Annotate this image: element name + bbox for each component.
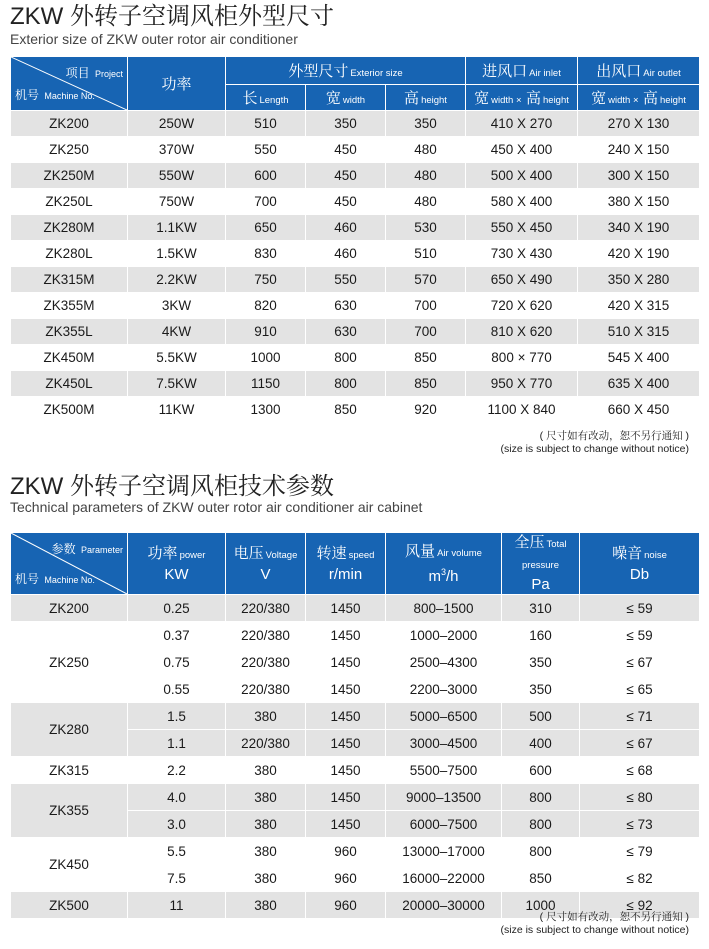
table-row xyxy=(11,215,700,241)
height-cell: 700 xyxy=(386,319,466,345)
table-row xyxy=(11,397,700,423)
speed-cell: 1450 xyxy=(306,676,386,703)
speed-cell: 1450 xyxy=(306,811,386,838)
table-row xyxy=(11,757,700,784)
pressure-cell: 350 xyxy=(502,676,580,703)
air-cell: 9000–13500 xyxy=(386,784,502,811)
table-row xyxy=(11,371,700,397)
model-cell: ZK315M xyxy=(11,267,128,293)
width-cell: 850 xyxy=(306,397,386,423)
model-cell: ZK355L xyxy=(11,319,128,345)
model-cell: ZK250L xyxy=(11,189,128,215)
speed-cell: 960 xyxy=(306,838,386,865)
voltage-cell: 380 xyxy=(226,865,306,892)
table-row xyxy=(11,319,700,345)
power-cell: 1.5 xyxy=(128,703,226,730)
model-cell: ZK250M xyxy=(11,163,128,189)
power-cell: 0.25 xyxy=(128,595,226,622)
parameter-header: 参数 Parameter xyxy=(51,542,123,556)
machine-no-header: 机号 Machine No. xyxy=(15,88,95,102)
model-cell: ZK450 xyxy=(11,838,128,892)
voltage-cell: 380 xyxy=(226,757,306,784)
model-cell: ZK450M xyxy=(11,345,128,371)
air-cell: 800–1500 xyxy=(386,595,502,622)
exterior-size-header: 外型尺寸 Exterior size xyxy=(226,57,466,85)
noise-cell: ≤ 65 xyxy=(580,676,700,703)
air-inlet-header: 进风口 Air inlet xyxy=(466,57,578,85)
power-cell: 250W xyxy=(128,111,226,137)
power-cell: 7.5KW xyxy=(128,371,226,397)
power-cell: 3KW xyxy=(128,293,226,319)
section1-subtitle: Exterior size of ZKW outer rotor air conditioner xyxy=(10,31,298,47)
section2-title: ZKW 外转子空调风柜技术参数 xyxy=(10,473,334,500)
diagonal-header-cell xyxy=(11,533,128,595)
outlet-cell: 300 X 150 xyxy=(578,163,700,189)
air-cell: 16000–22000 xyxy=(386,865,502,892)
length-cell: 1150 xyxy=(226,371,306,397)
speed-cell: 1450 xyxy=(306,757,386,784)
exterior-size-table xyxy=(10,56,700,423)
model-cell: ZK280L xyxy=(11,241,128,267)
inlet-cell: 810 X 620 xyxy=(466,319,578,345)
width-cell: 450 xyxy=(306,137,386,163)
air-cell: 3000–4500 xyxy=(386,730,502,757)
height-cell: 920 xyxy=(386,397,466,423)
voltage-cell: 380 xyxy=(226,838,306,865)
length-cell: 910 xyxy=(226,319,306,345)
power-cell: 1.1KW xyxy=(128,215,226,241)
table-row xyxy=(11,595,700,622)
width-cell: 800 xyxy=(306,345,386,371)
air-outlet-header: 出风口 Air outlet xyxy=(578,57,700,85)
power-cell: 3.0 xyxy=(128,811,226,838)
power-cell: 11KW xyxy=(128,397,226,423)
voltage-cell: 380 xyxy=(226,784,306,811)
inlet-cell: 580 X 400 xyxy=(466,189,578,215)
noise-cell: ≤ 82 xyxy=(580,865,700,892)
height-header: 高 height xyxy=(386,85,466,111)
inlet-cell: 950 X 770 xyxy=(466,371,578,397)
table-row xyxy=(11,137,700,163)
width-cell: 630 xyxy=(306,293,386,319)
section1-title: ZKW 外转子空调风柜外型尺寸 xyxy=(10,3,334,30)
height-cell: 480 xyxy=(386,189,466,215)
noise-cell: ≤ 80 xyxy=(580,784,700,811)
pressure-cell: 350 xyxy=(502,649,580,676)
power-cell: 0.75 xyxy=(128,649,226,676)
voltage-cell: 380 xyxy=(226,811,306,838)
speed-cell: 1450 xyxy=(306,649,386,676)
length-cell: 700 xyxy=(226,189,306,215)
model-cell: ZK355M xyxy=(11,293,128,319)
noise-cell: ≤ 67 xyxy=(580,649,700,676)
diagonal-header-cell xyxy=(11,57,128,111)
height-cell: 530 xyxy=(386,215,466,241)
height-cell: 350 xyxy=(386,111,466,137)
model-cell: ZK500M xyxy=(11,397,128,423)
table-row xyxy=(11,838,700,865)
height-cell: 850 xyxy=(386,371,466,397)
table-row xyxy=(11,163,700,189)
height-cell: 480 xyxy=(386,137,466,163)
power-header: 功率 power KW xyxy=(128,533,226,595)
noise-cell: ≤ 71 xyxy=(580,703,700,730)
speed-cell: 960 xyxy=(306,892,386,919)
length-cell: 1300 xyxy=(226,397,306,423)
technical-parameters-table xyxy=(10,532,700,919)
pressure-cell: 160 xyxy=(502,622,580,649)
pressure-cell: 800 xyxy=(502,784,580,811)
power-cell: 5.5 xyxy=(128,838,226,865)
pressure-cell: 850 xyxy=(502,865,580,892)
table-row xyxy=(11,703,700,730)
pressure-cell: 400 xyxy=(502,730,580,757)
power-cell: 1.1 xyxy=(128,730,226,757)
voltage-header: 电压 Voltage V xyxy=(226,533,306,595)
power-cell: 2.2KW xyxy=(128,267,226,293)
pressure-cell: 1000 xyxy=(502,892,580,919)
model-cell: ZK250 xyxy=(11,137,128,163)
voltage-cell: 220/380 xyxy=(226,730,306,757)
outlet-cell: 510 X 315 xyxy=(578,319,700,345)
width-cell: 550 xyxy=(306,267,386,293)
voltage-cell: 220/380 xyxy=(226,595,306,622)
power-cell: 370W xyxy=(128,137,226,163)
height-cell: 570 xyxy=(386,267,466,293)
model-cell: ZK450L xyxy=(11,371,128,397)
air-cell: 6000–7500 xyxy=(386,811,502,838)
pressure-cell: 600 xyxy=(502,757,580,784)
height-cell: 700 xyxy=(386,293,466,319)
height-cell: 480 xyxy=(386,163,466,189)
noise-cell: ≤ 59 xyxy=(580,622,700,649)
project-header: 项目 Project xyxy=(65,66,123,80)
inlet-cell: 410 X 270 xyxy=(466,111,578,137)
air-cell: 20000–30000 xyxy=(386,892,502,919)
section2-note: ( 尺寸如有改动，恕不另行通知 ) (size is subject to change without notice) xyxy=(500,911,689,936)
speed-cell: 1450 xyxy=(306,595,386,622)
noise-cell: ≤ 92 xyxy=(580,892,700,919)
power-cell: 7.5 xyxy=(128,865,226,892)
width-cell: 460 xyxy=(306,241,386,267)
length-cell: 650 xyxy=(226,215,306,241)
pressure-cell: 310 xyxy=(502,595,580,622)
outlet-cell: 545 X 400 xyxy=(578,345,700,371)
width-cell: 450 xyxy=(306,189,386,215)
speed-cell: 1450 xyxy=(306,730,386,757)
length-cell: 550 xyxy=(226,137,306,163)
length-cell: 1000 xyxy=(226,345,306,371)
outlet-cell: 420 X 190 xyxy=(578,241,700,267)
length-cell: 820 xyxy=(226,293,306,319)
model-cell: ZK280 xyxy=(11,703,128,757)
model-cell: ZK280M xyxy=(11,215,128,241)
speed-header: 转速 speed r/min xyxy=(306,533,386,595)
length-cell: 750 xyxy=(226,267,306,293)
table-row xyxy=(11,267,700,293)
speed-cell: 1450 xyxy=(306,784,386,811)
air-cell: 5500–7500 xyxy=(386,757,502,784)
outlet-cell: 420 X 315 xyxy=(578,293,700,319)
air-cell: 5000–6500 xyxy=(386,703,502,730)
noise-cell: ≤ 73 xyxy=(580,811,700,838)
inlet-cell: 730 X 430 xyxy=(466,241,578,267)
table-row xyxy=(11,111,700,137)
inlet-cell: 720 X 620 xyxy=(466,293,578,319)
table-row xyxy=(11,622,700,649)
table-row xyxy=(11,784,700,811)
outlet-cell: 660 X 450 xyxy=(578,397,700,423)
voltage-cell: 220/380 xyxy=(226,649,306,676)
power-cell: 4KW xyxy=(128,319,226,345)
pressure-cell: 800 xyxy=(502,838,580,865)
noise-cell: ≤ 79 xyxy=(580,838,700,865)
power-cell: 550W xyxy=(128,163,226,189)
width-cell: 350 xyxy=(306,111,386,137)
width-cell: 630 xyxy=(306,319,386,345)
inlet-cell: 500 X 400 xyxy=(466,163,578,189)
model-cell: ZK315 xyxy=(11,757,128,784)
outlet-cell: 380 X 150 xyxy=(578,189,700,215)
table-row xyxy=(11,293,700,319)
power-cell: 0.37 xyxy=(128,622,226,649)
air-cell: 13000–17000 xyxy=(386,838,502,865)
voltage-cell: 380 xyxy=(226,703,306,730)
outlet-cell: 270 X 130 xyxy=(578,111,700,137)
noise-cell: ≤ 59 xyxy=(580,595,700,622)
power-cell: 2.2 xyxy=(128,757,226,784)
width-cell: 460 xyxy=(306,215,386,241)
outlet-cell: 340 X 190 xyxy=(578,215,700,241)
power-cell: 11 xyxy=(128,892,226,919)
height-cell: 510 xyxy=(386,241,466,267)
section2-subtitle: Technical parameters of ZKW outer rotor air conditioner air cabinet xyxy=(10,499,423,515)
model-cell: ZK200 xyxy=(11,111,128,137)
table-row xyxy=(11,189,700,215)
width-cell: 800 xyxy=(306,371,386,397)
inlet-cell: 450 X 400 xyxy=(466,137,578,163)
voltage-cell: 220/380 xyxy=(226,622,306,649)
section1-note: ( 尺寸如有改动，恕不另行通知 ) (size is subject to change without notice) xyxy=(500,430,689,455)
inlet-dims-header: 宽 width × 高 height xyxy=(466,85,578,111)
model-cell: ZK355 xyxy=(11,784,128,838)
air-volume-header: 风量 Air volume $m^3/h$ xyxy=(386,533,502,595)
total-pressure-header: 全压 Total pressure Pa xyxy=(502,533,580,595)
voltage-cell: 220/380 xyxy=(226,676,306,703)
outlet-cell: 350 X 280 xyxy=(578,267,700,293)
speed-cell: 1450 xyxy=(306,703,386,730)
noise-cell: ≤ 67 xyxy=(580,730,700,757)
speed-cell: 960 xyxy=(306,865,386,892)
pressure-cell: 800 xyxy=(502,811,580,838)
model-cell: ZK200 xyxy=(11,595,128,622)
inlet-cell: 1100 X 840 xyxy=(466,397,578,423)
table-row xyxy=(11,345,700,371)
length-header: 长 Length xyxy=(226,85,306,111)
outlet-dims-header: 宽 width × 高 height xyxy=(578,85,700,111)
air-cell: 2200–3000 xyxy=(386,676,502,703)
width-header: 宽 width xyxy=(306,85,386,111)
air-cell: 2500–4300 xyxy=(386,649,502,676)
inlet-cell: 800 × 770 xyxy=(466,345,578,371)
power-cell: 750W xyxy=(128,189,226,215)
model-cell: ZK500 xyxy=(11,892,128,919)
voltage-cell: 380 xyxy=(226,892,306,919)
power-cell: 5.5KW xyxy=(128,345,226,371)
machine-no-header: 机号 Machine No. xyxy=(15,572,95,586)
speed-cell: 1450 xyxy=(306,622,386,649)
inlet-cell: 650 X 490 xyxy=(466,267,578,293)
pressure-cell: 500 xyxy=(502,703,580,730)
air-cell: 1000–2000 xyxy=(386,622,502,649)
power-cell: 1.5KW xyxy=(128,241,226,267)
length-cell: 600 xyxy=(226,163,306,189)
power-cell: 4.0 xyxy=(128,784,226,811)
outlet-cell: 635 X 400 xyxy=(578,371,700,397)
power-cell: 0.55 xyxy=(128,676,226,703)
height-cell: 850 xyxy=(386,345,466,371)
power-header: 功率 xyxy=(128,57,226,111)
width-cell: 450 xyxy=(306,163,386,189)
table-row xyxy=(11,241,700,267)
outlet-cell: 240 X 150 xyxy=(578,137,700,163)
noise-header: 噪音 noise Db xyxy=(580,533,700,595)
inlet-cell: 550 X 450 xyxy=(466,215,578,241)
length-cell: 510 xyxy=(226,111,306,137)
length-cell: 830 xyxy=(226,241,306,267)
noise-cell: ≤ 68 xyxy=(580,757,700,784)
model-cell: ZK250 xyxy=(11,622,128,703)
